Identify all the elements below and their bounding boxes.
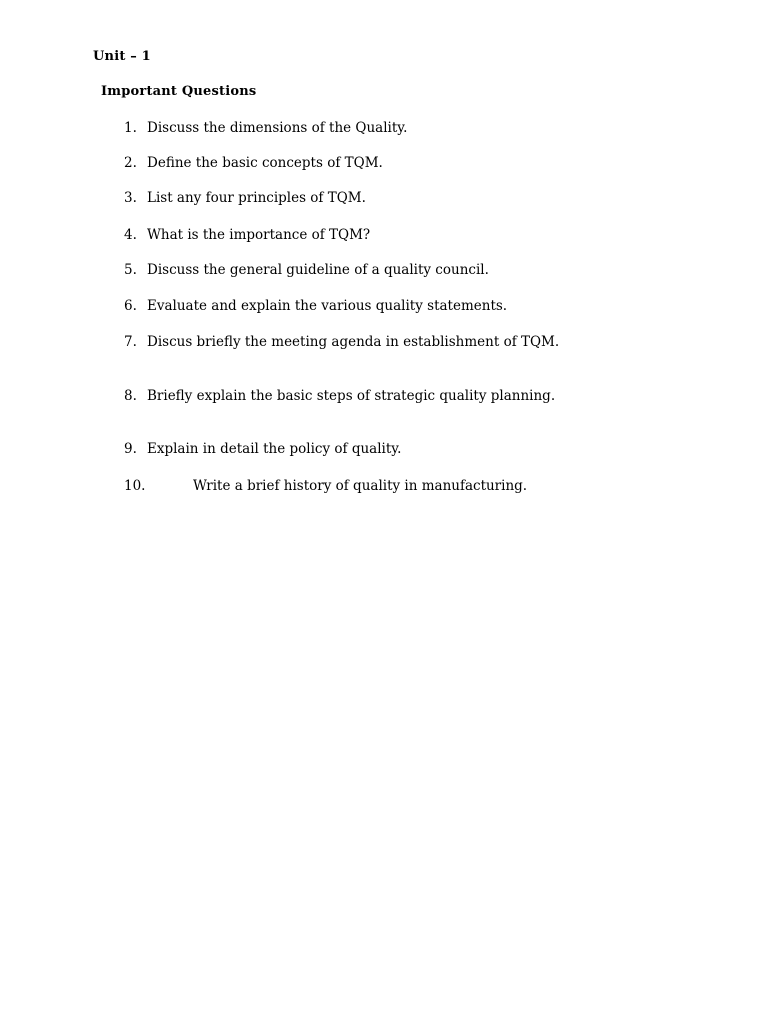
question-number: 8. xyxy=(124,388,137,404)
question-text: Discus briefly the meeting agenda in establishment of TQM. xyxy=(147,334,560,350)
question-number: 9. xyxy=(124,441,137,457)
question-text: Discuss the dimensions of the Quality. xyxy=(147,120,408,136)
question-text: Briefly explain the basic steps of strategic quality planning. xyxy=(147,388,556,404)
question-number: 4. xyxy=(124,227,137,243)
question-number: 3. xyxy=(124,190,137,206)
section-title: Important Questions xyxy=(101,84,257,99)
question-text: Write a brief history of quality in manufacturing. xyxy=(193,478,528,494)
question-number: 1. xyxy=(124,120,137,136)
question-number: 7. xyxy=(124,334,137,350)
question-text: Evaluate and explain the various quality statements. xyxy=(147,298,508,314)
question-number: 2. xyxy=(124,155,137,171)
question-number: 6. xyxy=(124,298,137,314)
question-text: What is the importance of TQM? xyxy=(147,227,371,243)
question-number: 5. xyxy=(124,262,137,278)
question-number: 10. xyxy=(124,478,146,494)
question-text: List any four principles of TQM. xyxy=(147,190,366,206)
unit-title: Unit – 1 xyxy=(93,49,151,64)
question-text: Define the basic concepts of TQM. xyxy=(147,155,383,171)
question-text: Discuss the general guideline of a quality council. xyxy=(147,262,489,278)
question-text: Explain in detail the policy of quality. xyxy=(147,441,402,457)
